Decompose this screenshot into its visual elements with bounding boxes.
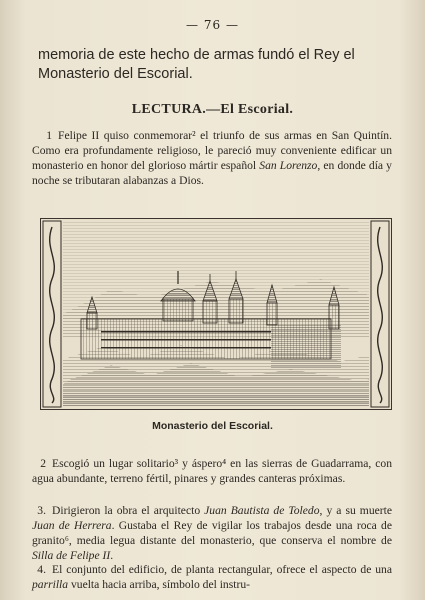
- paragraph-text: Escogió un lugar solitario³ y áspero⁴ en las sierras de Guadarrama, con agua abundante, terreno fértil, pinares y grandes canteras próximas.: [32, 457, 392, 485]
- paragraph-text: Felipe II quiso conmemorar² el triunfo de sus armas en San Quintín. Como era profundamente religioso, le pareció muy conveniente edificar un monasterio en honor del glorioso mártir español: [32, 129, 392, 172]
- italic-text: San Lorenzo: [259, 159, 318, 172]
- paragraph-text: , en donde día y noche se tributaran alabanzas a Dios.: [32, 159, 392, 187]
- paragraph-text: Dirigieron la obra el arquitecto: [52, 504, 205, 517]
- lectura-title: LECTURA.—El Escorial.: [131, 102, 294, 117]
- paragraph-1: [32, 128, 392, 188]
- intro-text: memoria de este hecho de armas fundó el Rey el Monasterio del Escorial.: [38, 47, 355, 82]
- italic-text: Silla de Felipe II: [32, 549, 111, 562]
- paragraph-3: [32, 503, 392, 563]
- italic-text: Juan de Herrera: [32, 519, 112, 532]
- paragraph-text: , y a su muerte: [319, 504, 392, 517]
- paragraph-4: [32, 562, 392, 592]
- page-number: — 76 —: [186, 18, 239, 32]
- paragraph-text: vuelta hacia arriba, símbolo del instru-: [68, 578, 250, 591]
- paragraph-text: El conjunto del edificio, de planta rectangular, ofrece el aspecto de una: [52, 563, 392, 576]
- paragraph-number: 3.: [37, 504, 46, 517]
- paragraph-text: .: [110, 549, 114, 562]
- paragraph-text: . Gustaba el Rey de vigilar los trabajos desde una roca de granito⁶, media legua distante del monasterio, que conserva el nombre de: [32, 519, 392, 547]
- figure-caption: Monasterio del Escorial.: [152, 420, 273, 432]
- paragraph-number: 4.: [37, 563, 46, 576]
- paragraph-2: [32, 456, 392, 486]
- monastery-engraving: [40, 218, 392, 410]
- paragraph-number: 1: [46, 129, 52, 142]
- italic-text: Juan Bautista de Toledo: [204, 504, 320, 517]
- italic-text: parrilla: [32, 578, 69, 591]
- paragraph-number: 2: [40, 457, 46, 470]
- engraving-illustration: [41, 219, 391, 409]
